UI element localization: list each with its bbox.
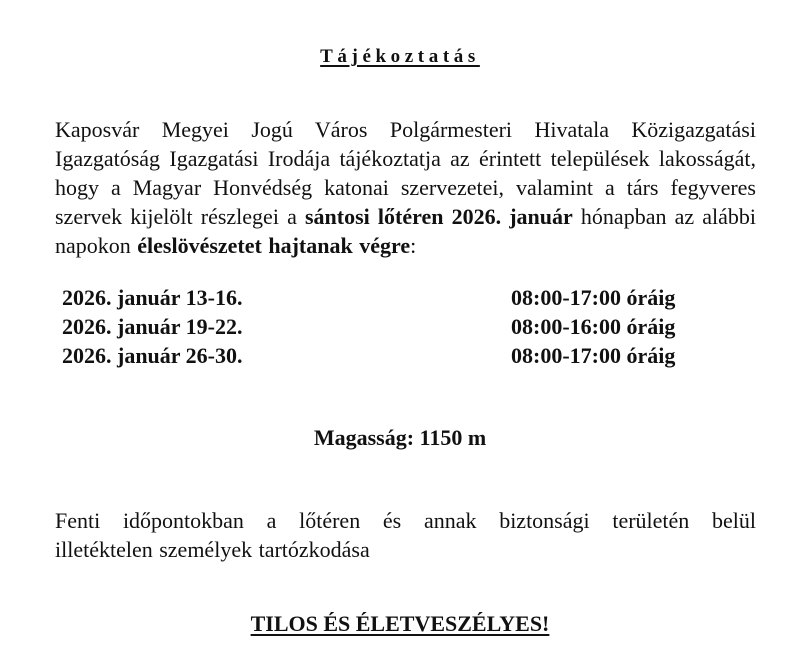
schedule-row <box>62 343 702 372</box>
document-title: Tájékoztatás <box>320 46 480 67</box>
intro-paragraph <box>55 115 756 260</box>
intro-bold-location: sántosi lőtéren 2026. január <box>304 204 573 229</box>
altitude-label: Magasság: <box>313 425 415 450</box>
schedule-row <box>62 314 702 343</box>
schedule-row <box>62 285 702 314</box>
schedule-time: 08:00-17:00 óráig <box>511 343 676 368</box>
schedule-list <box>62 285 702 372</box>
schedule-date: 2026. január 26-30. <box>62 343 243 368</box>
schedule-time: 08:00-16:00 óráig <box>511 314 676 339</box>
intro-bold-action: éleslövészetet hajtanak végre <box>137 233 411 258</box>
warning-line-2: illetéktelen személyek tartózkodása <box>55 537 370 562</box>
intro-text-2: hónapban az alábbi napokon <box>55 204 756 258</box>
altitude-line <box>0 425 800 451</box>
altitude-value: 1150 m <box>419 425 487 450</box>
forbidden-notice: TILOS ÉS ÉLETVESZÉLYES! <box>250 611 550 636</box>
schedule-time: 08:00-17:00 óráig <box>511 285 676 310</box>
intro-text-3: : <box>410 233 417 258</box>
schedule-date: 2026. január 13-16. <box>62 285 243 310</box>
warning-paragraph <box>55 506 756 564</box>
warning-line-1: Fenti időpontokban a lőtéren és annak biztonsági területén belül <box>55 508 756 533</box>
schedule-date: 2026. január 19-22. <box>62 314 243 339</box>
intro-text-1: Kaposvár Megyei Jogú Város Polgármesteri Hivatala Közigazgatási Igazgatóság Igazgatási Irodája tájékoztatja az érintett települések lakosságát, hogy a Magyar Honvédség katonai szervezetei, valamint a társ fegyveres szervek kijelölt részlegei a <box>55 117 756 229</box>
